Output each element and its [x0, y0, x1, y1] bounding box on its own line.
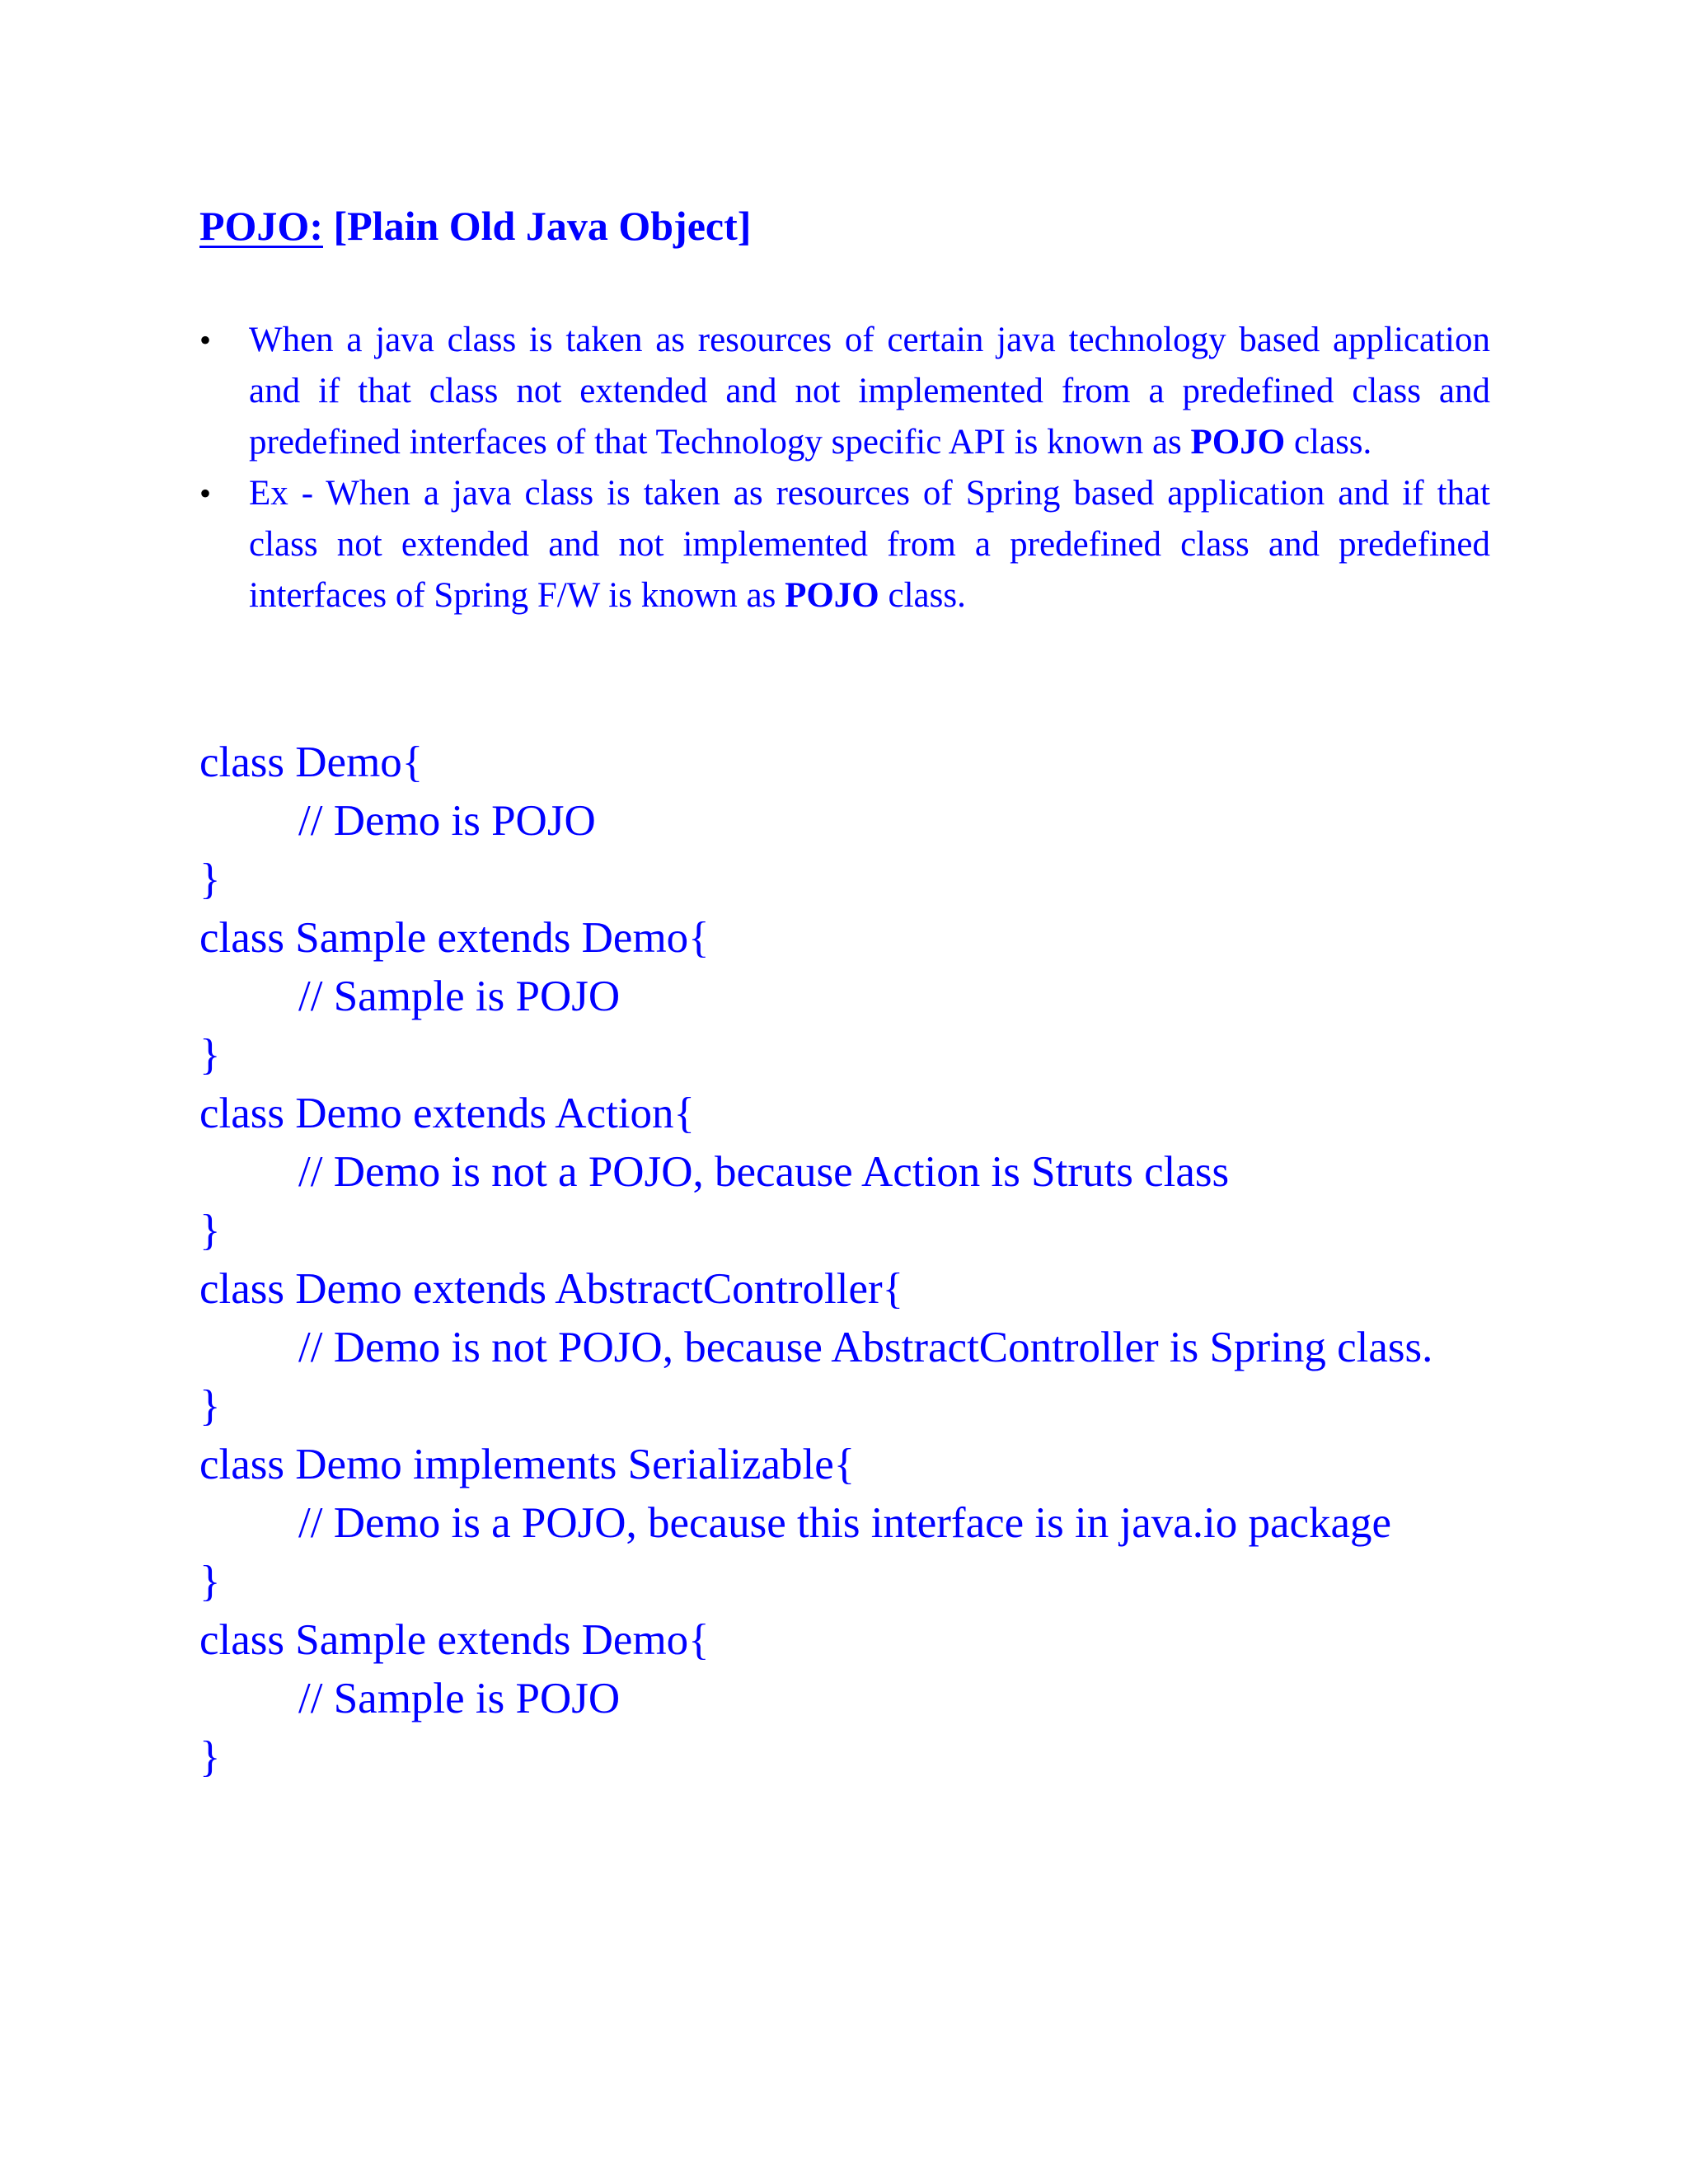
code-comment: // Sample is POJO — [298, 1675, 621, 1722]
class-declaration: class Demo extends Action{ — [199, 1090, 695, 1137]
bullet-icon: • — [199, 321, 212, 359]
bullet-icon: • — [199, 475, 212, 512]
class-declaration: class Sample extends Demo{ — [199, 1616, 710, 1664]
bullet-text-end: class. — [879, 576, 966, 615]
title-expansion: [Plain Old Java Object] — [322, 203, 752, 249]
bullet-text-end: class. — [1285, 423, 1372, 462]
code-comment: // Demo is POJO — [298, 797, 596, 845]
bullet-bold-term: POJO — [785, 576, 879, 615]
code-comment: // Demo is a POJO, because this interface is in java.io package — [298, 1499, 1392, 1547]
code-comment: // Sample is POJO — [298, 972, 621, 1020]
list-item — [199, 468, 1490, 621]
closing-brace: } — [199, 1031, 221, 1079]
bullet-bold-term: POJO — [1190, 423, 1286, 462]
bullet-text: When a java class is taken as resources of certain java technology based application and if that class not extended and not implemented from a predefined class and predefined interfaces of that Technology specific API is known as — [249, 321, 1490, 462]
code-comment: // Demo is not POJO, because AbstractController is Spring class. — [298, 1324, 1433, 1371]
closing-brace: } — [199, 1733, 221, 1781]
closing-brace: } — [199, 1207, 221, 1254]
page-title — [199, 196, 751, 255]
closing-brace: } — [199, 1382, 221, 1430]
class-declaration: class Demo extends AbstractController{ — [199, 1265, 904, 1313]
closing-brace: } — [199, 1558, 221, 1605]
list-item — [199, 315, 1490, 468]
class-declaration: class Demo implements Serializable{ — [199, 1441, 856, 1488]
class-declaration: class Sample extends Demo{ — [199, 914, 710, 962]
definition-list — [199, 315, 1490, 621]
title-term: POJO: — [199, 203, 323, 249]
closing-brace: } — [199, 855, 221, 903]
code-example — [199, 733, 1601, 1787]
code-comment: // Demo is not a POJO, because Action is Struts class — [298, 1148, 1230, 1196]
bullet-text: Ex - When a java class is taken as resources of Spring based application and if that class not extended and not implemented from a predefined class and predefined interfaces of Spring F/W is known as — [249, 474, 1490, 615]
class-declaration: class Demo{ — [199, 738, 424, 786]
